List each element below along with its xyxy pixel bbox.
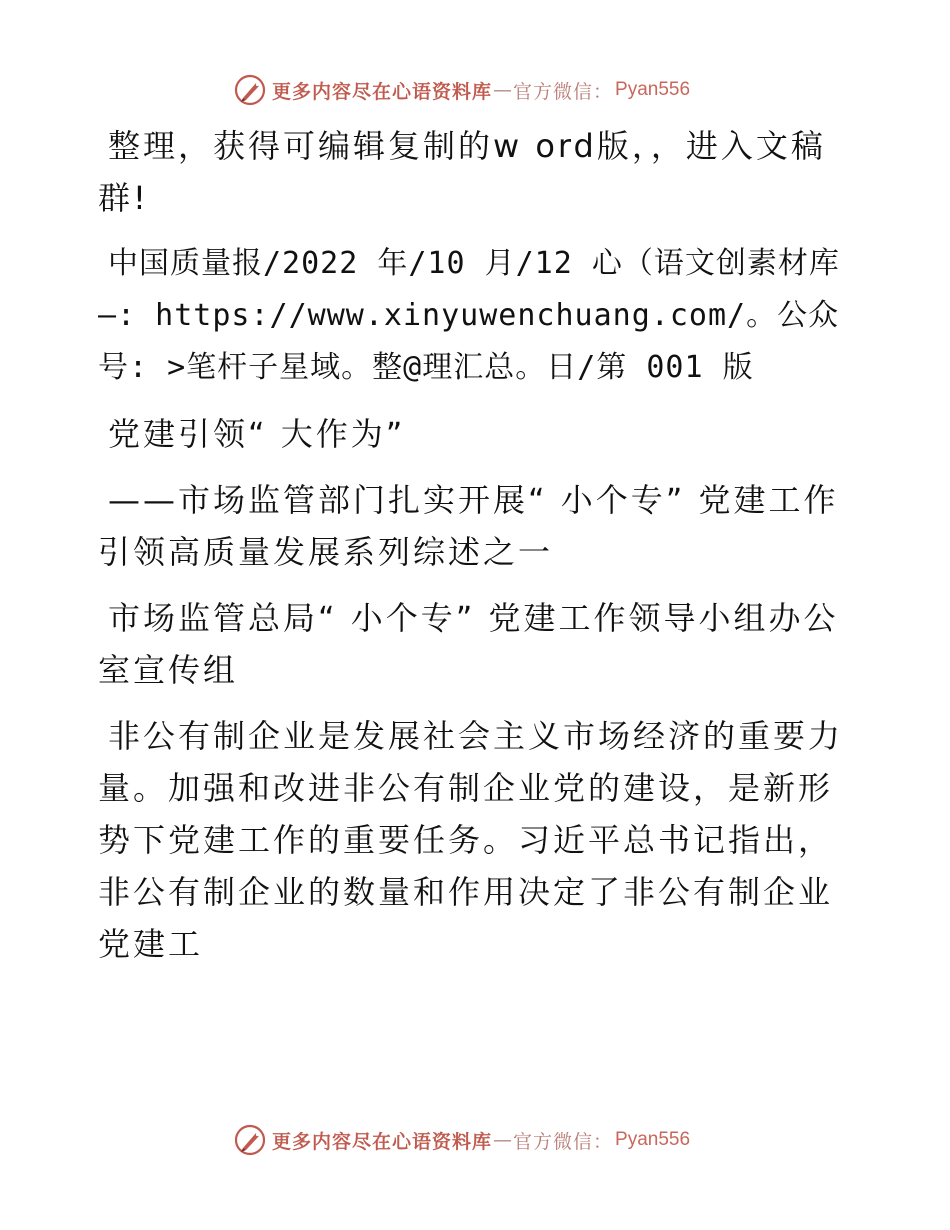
article-subtitle: ——市场监管部门扎实开展“ 小个专” 党建工作引领高质量发展系列综述之一 (98, 481, 839, 571)
header-separator: — (493, 79, 513, 101)
body-paragraph: 非公有制企业是发展社会主义市场经济的重要力量。加强和改进非公有制企业党的建设，是新形势下党建工作的重要任务。习近平总书记指出，非公有制企业的数量和作用决定了非公有制企业党建工 (98, 717, 844, 963)
footer-banner-text: 更多内容尽在心语资料库 (272, 1130, 493, 1153)
source-line: 中国质量报/2022 年/10 月/12 心（语文创素材库—: https://www.xinyuwenchuang.com/。公众号: >笔杆子星域。整@理汇总。日/第 001 版 (98, 246, 840, 385)
quill-pen-logo-icon (234, 74, 266, 106)
header-banner[interactable] (234, 72, 690, 108)
footer-separator: — (493, 1129, 513, 1151)
article-author: 市场监管总局“ 小个专” 党建工作领导小组办公室宣传组 (98, 599, 839, 689)
header-wechat-label: 官方微信： (513, 80, 614, 103)
quill-pen-logo-icon (234, 1124, 266, 1156)
header-banner-text: 更多内容尽在心语资料库 (272, 80, 493, 103)
header-wechat-id: Pyan556 (615, 79, 691, 100)
footer-banner[interactable] (234, 1122, 690, 1158)
footer-wechat-label: 官方微信： (513, 1130, 614, 1153)
footer-wechat-id: Pyan556 (615, 1129, 691, 1150)
document-body (98, 120, 858, 984)
article-title: 党建引领“ 大作为” (108, 415, 406, 453)
intro-paragraph: 整理，获得可编辑复制的w ord版，，进入文稿群! (98, 127, 826, 217)
